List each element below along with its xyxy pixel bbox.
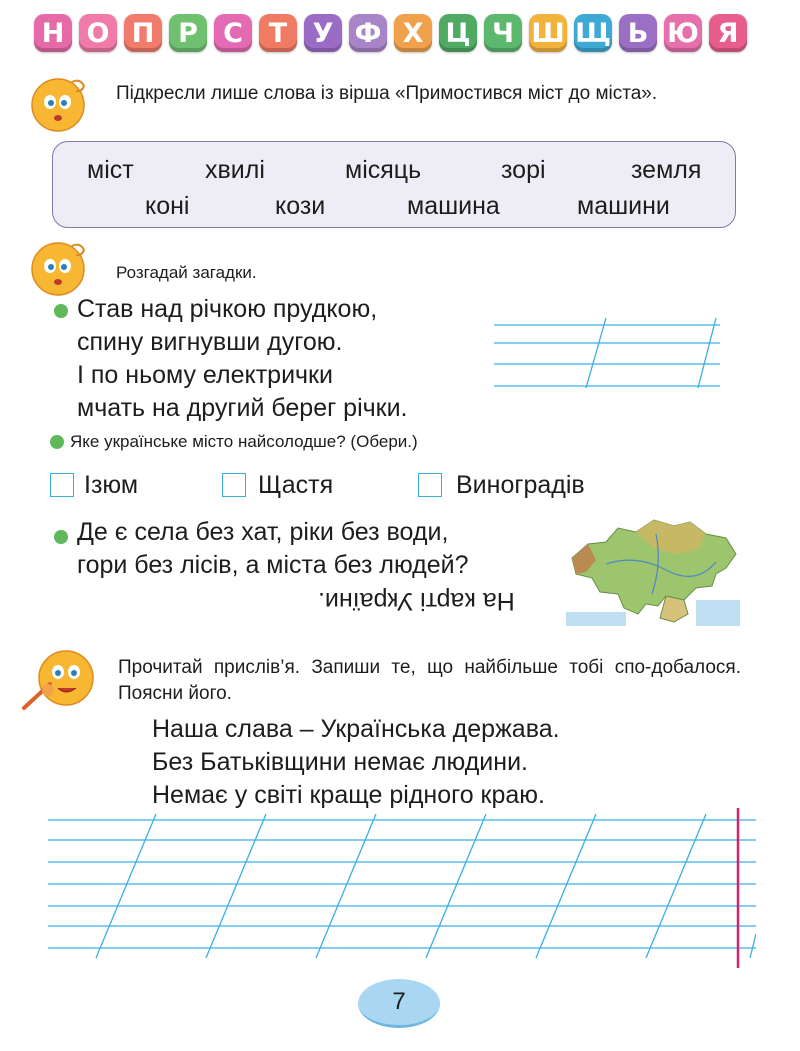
writing-lines[interactable] [44, 808, 756, 968]
task1-instruction: Підкресли лише слова із вірша «Примостився міст до міста». [116, 83, 658, 104]
alphabet-letter: Ф [349, 14, 387, 52]
option-label: Щастя [258, 471, 334, 499]
bullet-dot [50, 435, 64, 449]
riddle-bridge [77, 293, 408, 425]
checkbox-vynohradiv[interactable] [418, 473, 442, 497]
proverb-line: Без Батьківщини немає людини. [152, 748, 528, 776]
alphabet-letter: Я [709, 14, 747, 52]
alphabet-strip [34, 14, 747, 52]
riddle-line: І по ньому електрички [77, 361, 333, 389]
alphabet-letter: Р [169, 14, 207, 52]
thinking-face-icon [28, 236, 90, 298]
alphabet-letter: Х [394, 14, 432, 52]
word[interactable]: хвилі [205, 156, 265, 184]
writing-face-icon [20, 646, 98, 712]
checkbox-shchastia[interactable] [222, 473, 246, 497]
word[interactable]: кози [275, 192, 326, 220]
bullet-dot [54, 304, 68, 318]
question-text: Яке українське місто найсолодше? (Обери.) [70, 432, 418, 451]
alphabet-letter: Ю [664, 14, 702, 52]
alphabet-letter: П [124, 14, 162, 52]
alphabet-letter: Н [34, 14, 72, 52]
riddle-line: Став над річкою прудкою, [77, 295, 378, 323]
alphabet-letter: Ч [484, 14, 522, 52]
alphabet-letter: С [214, 14, 252, 52]
option-label: Виноградів [456, 471, 585, 499]
checkbox-izium[interactable] [50, 473, 74, 497]
riddle-line: гори без лісів, а міста без людей? [77, 551, 469, 579]
alphabet-letter: Т [259, 14, 297, 52]
proverbs-block [152, 713, 560, 812]
word[interactable]: зорі [501, 156, 546, 184]
riddle-line: спину вигнувши дугою. [77, 328, 343, 356]
ukraine-map-image [566, 514, 740, 626]
alphabet-letter: У [304, 14, 342, 52]
alphabet-letter: Ь [619, 14, 657, 52]
alphabet-letter: Ц [439, 14, 477, 52]
word[interactable]: земля [631, 156, 702, 184]
riddle-line: Де є села без хат, ріки без води, [77, 518, 449, 546]
alphabet-letter: Ш [529, 14, 567, 52]
word[interactable]: міст [87, 156, 134, 184]
word-box [52, 141, 736, 228]
proverb-line: Немає у світі краще рідного краю. [152, 781, 545, 809]
option-label: Ізюм [84, 471, 139, 499]
answer-upside-down: На карті України. [318, 587, 515, 615]
word[interactable]: місяць [345, 156, 422, 184]
page-number: 7 [358, 979, 440, 1028]
task2-instruction: Розгадай загадки. [116, 263, 257, 282]
word[interactable]: машина [407, 192, 500, 220]
thinking-face-icon [28, 72, 90, 134]
alphabet-letter: О [79, 14, 117, 52]
riddle-line: мчать на другий берег річки. [77, 394, 408, 422]
bullet-dot [54, 530, 68, 544]
word[interactable]: машини [577, 192, 670, 220]
task3-instruction: Прочитай прислів’я. Запиши те, що найбільше тобі спо-добалося. Поясни його. [118, 657, 741, 704]
riddle-map [77, 516, 469, 582]
word[interactable]: коні [145, 192, 190, 220]
alphabet-letter: Щ [574, 14, 612, 52]
proverb-line: Наша слава – Українська держава. [152, 715, 560, 743]
answer-lines-small[interactable] [494, 316, 720, 390]
